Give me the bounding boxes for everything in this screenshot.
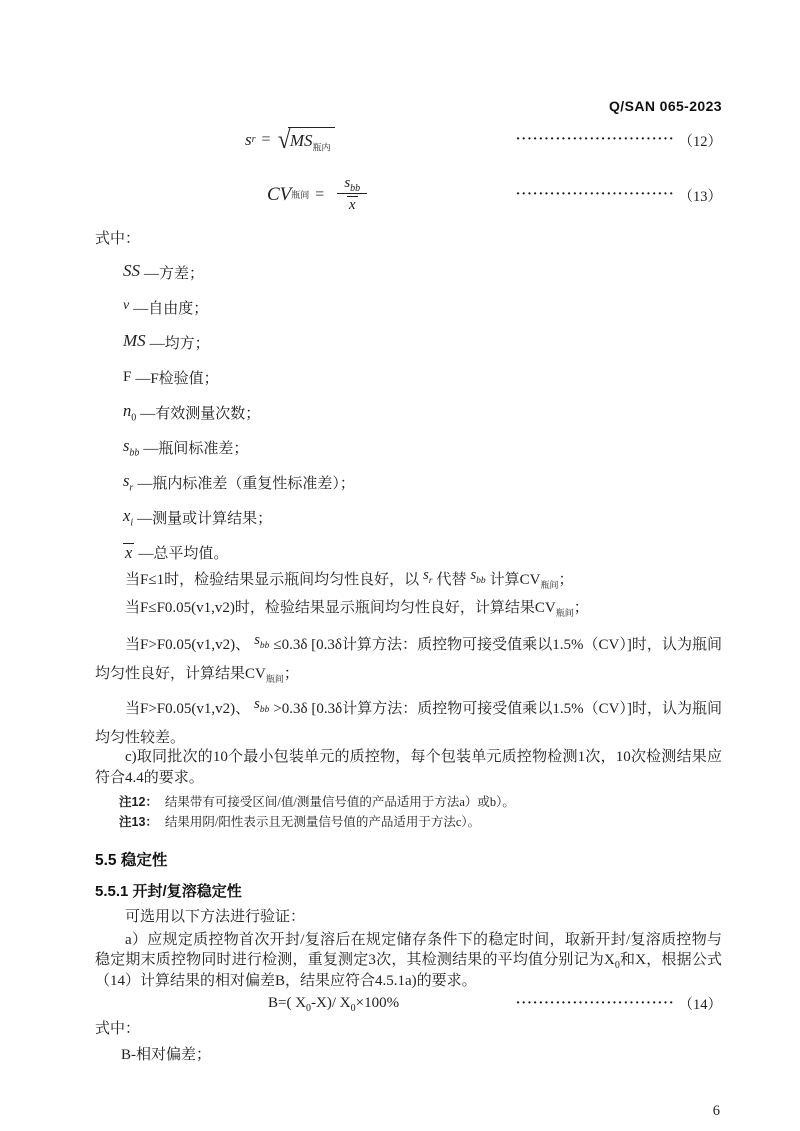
formula-12-number: （12） (678, 133, 722, 150)
note-12-label: 注12： (119, 795, 158, 809)
formula-14-number: （14） (678, 997, 722, 1013)
cv-subscript: 瓶间 (540, 580, 559, 590)
page-content (95, 98, 722, 1065)
definition-row (95, 430, 722, 465)
paragraph-intro: 可选用以下方法进行验证： (125, 909, 306, 925)
symbol-s-sub: bb (350, 183, 361, 195)
radicand (288, 127, 335, 151)
cv-subscript: 瓶间 (265, 674, 284, 684)
definition-row (95, 360, 722, 395)
note-12-text: 结果带有可接受区间/值/测量信号值的产品适用于方法a）或b）。 (164, 795, 515, 809)
symbol-sr: $s_r$ (123, 470, 134, 493)
note-13-text: 结果用阴/阳性表示且无测量信号值的产品适用于方法c）。 (164, 815, 481, 829)
fraction-numerator (337, 175, 367, 194)
fraction-denominator (347, 194, 358, 214)
paragraph-f-gt-good: 当F>F0.05(v1,v2)、 $s_{bb} \le 0.3\delta$ [0.3δ计算方法：质控物可接受值乘以1.5%（CV）]时，认为瓶间均匀性良好，计算结果$CV_{瓶间}$； (95, 632, 722, 684)
note-12 (95, 792, 722, 812)
definition-text: —F检验值； (135, 371, 219, 387)
symbol-xi: $x_i$ (123, 505, 134, 528)
where-label: 式中： (95, 231, 141, 247)
section-heading-5-5: 5.5 稳定性 (95, 852, 168, 869)
formula-12-math: s r = √ $MS_{瓶内}$ (245, 127, 335, 153)
symbol-cv: CV (267, 184, 292, 205)
formula-12 (95, 123, 722, 157)
formula-13 (95, 169, 722, 221)
symbol-ms: MS (289, 131, 313, 150)
doc-number: Q/SAN 065-2023 (609, 98, 722, 114)
paragraph-f-le-f005: 当F≤F0.05(v1,v2)时，检验结果显示瓶间均匀性良好，计算结果$CV_{瓶间}$； (125, 600, 589, 618)
dotted-leader: ···························· (515, 187, 675, 202)
note-13-label: 注13： (119, 815, 158, 829)
symbol-sbb: $s_{bb}$ (254, 696, 270, 715)
square-root (277, 127, 335, 153)
b-definition: B-相对偏差； (121, 1047, 212, 1063)
symbol-ms-sub: 瓶内 (312, 142, 331, 153)
symbol-sbb: $s_{bb}$ (123, 435, 140, 458)
definition-row (95, 325, 722, 360)
symbol-s: s (245, 130, 252, 149)
formula-14-math: B=( $X_0-X)/$ $X_0\times 100\%$ (268, 995, 400, 1014)
definition-text: —方差； (144, 266, 205, 282)
formula-13-number: （13） (678, 188, 722, 205)
notes-block (95, 792, 722, 832)
equals-sign: = (261, 131, 271, 148)
definitions-list (95, 255, 722, 570)
definition-row (95, 290, 722, 325)
dotted-leader: ···························· (515, 132, 675, 147)
definition-row (95, 465, 722, 500)
definition-text: —自由度； (133, 301, 209, 317)
definition-row (95, 395, 722, 430)
definition-text: —瓶间标准差； (143, 441, 249, 457)
x-bar: x (125, 542, 133, 562)
fraction (337, 175, 367, 214)
symbol-sbb: $s_{bb}$ (470, 567, 486, 586)
section-heading-5-5-1: 5.5.1 开封/复溶稳定性 (95, 883, 242, 900)
symbol-v: v (123, 297, 130, 313)
x-bar: x (348, 197, 356, 214)
note-13 (95, 812, 722, 832)
cv-subscript: 瓶间 (555, 608, 574, 618)
dotted-leader: ···························· (515, 995, 675, 1011)
symbol-sr: $s_r$ (423, 567, 433, 586)
symbol-s: s (344, 175, 351, 192)
definition-text: —总平均值。 (138, 546, 229, 562)
definition-row (95, 535, 722, 570)
paragraph-f-gt-poor: 当F>F0.05(v1,v2)、 $s_{bb} >0.3\delta$ [0.3δ计算方法：质控物可接受值乘以1.5%（CV）]时，认为瓶间均匀性较差。 (95, 696, 723, 746)
formula-14 (95, 993, 722, 1014)
definition-text: —有效测量次数； (140, 406, 261, 422)
symbol-f: F (123, 369, 132, 385)
definition-row (95, 500, 722, 535)
where-label-2: 式中： (95, 1021, 141, 1037)
symbol-xbar (123, 543, 134, 563)
symbol-n0: $n_0$ (123, 400, 137, 423)
definition-text: —瓶内标准差（重复性标准差）； (137, 476, 355, 492)
symbol-sbb: $s_{bb}$ (254, 632, 270, 651)
page-number: 6 (712, 1103, 720, 1119)
x0-subscript: 0 (614, 960, 620, 971)
formula-13-math: CV 瓶间 = $\frac{s_{bb}}{x}$ (267, 175, 367, 214)
definition-text: —均方； (149, 336, 210, 352)
definition-row (95, 255, 722, 290)
sqrt-icon: √ (277, 125, 291, 154)
symbol-ss: SS (123, 260, 140, 280)
paragraph-method-a: a）应规定质控物首次开封/复溶后在规定储存条件下的稳定时间，取新开封/复溶质控物与稳定期末质控物同时进行检测，重复测定3次，其检测结果的平均值分别记为$X_0$和X，根据公式（14）计算结果的相对偏差B，结果应符合4.5.1a)的要求。 (95, 931, 722, 989)
paragraph-item-c: c)取同批次的10个最小包装单元的质控物，每个包装单元质控物检测1次，10次检测结果应符合4.4的要求。 (95, 749, 722, 786)
paragraph-f-le-1: 当F≤1时，检验结果显示瓶间均匀性良好，以 $s_r$ 代替 $s_{bb}$ 计算$CV_{瓶间}$； (125, 567, 574, 590)
definition-text: —测量或计算结果； (137, 511, 273, 527)
symbol-ms: MS (123, 330, 146, 350)
equals-sign: = (315, 186, 325, 203)
